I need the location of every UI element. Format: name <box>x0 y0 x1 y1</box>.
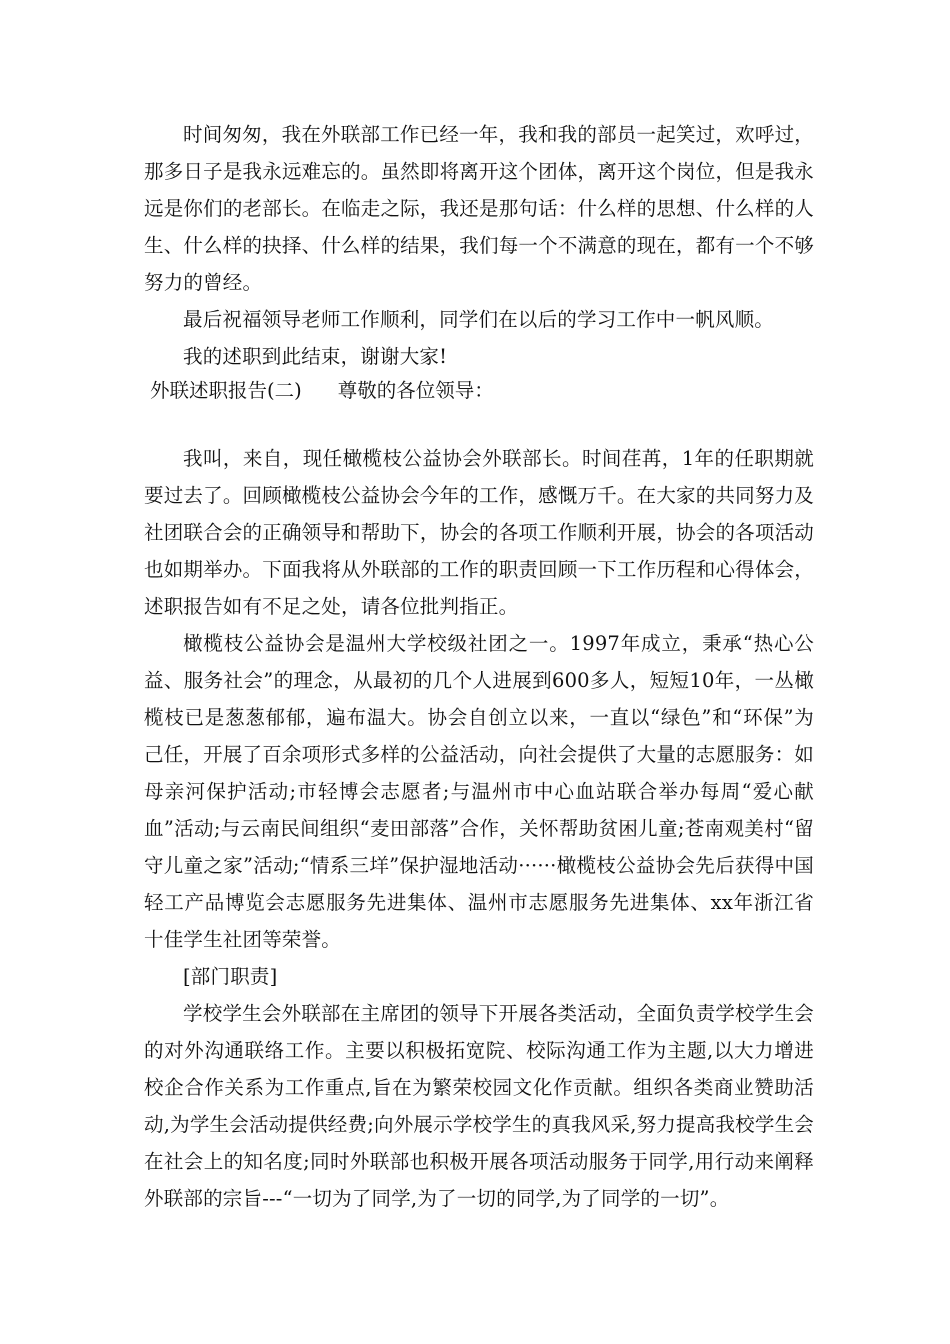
paragraph: 我叫，来自，现任橄榄枝公益协会外联部长。时间荏苒，1年的任职期就要过去了。回顾橄榄枝公益协会今年的工作，感慨万千。在大家的共同努力及社团联合会的正确领导和帮助下，协会的各项工作顺利开展，协会的各项活动也如期举办。下面我将从外联部的工作的职责回顾一下工作历程和心得体会，述职报告如有不足之处，请各位批判指正。 <box>144 447 814 618</box>
section-report <box>144 440 814 1217</box>
paragraph: 学校学生会外联部在主席团的领导下开展各类活动，全面负责学校学生会的对外沟通联络工作。主要以积极拓宽院、校际沟通工作为主题,以大力增进校企合作关系为工作重点,旨在为繁荣校园文化作贡献。组织各类商业赞助活动,为学生会活动提供经费;向外展示学校学生的真我风采,努力提高我校学生会在社会上的知名度;同时外联部也积极开展各项活动服务于同学,用行动来阐释外联部的宗旨---“一切为了同学,为了一切的同学,为了同学的一切”。 <box>144 1002 814 1210</box>
section-label: [部门职责] <box>183 965 278 988</box>
paragraph: 我的述职到此结束，谢谢大家! <box>183 345 448 368</box>
section-closing <box>144 116 814 375</box>
report-heading <box>150 372 494 409</box>
paragraph: 最后祝福领导老师工作顺利，同学们在以后的学习工作中一帆风顺。 <box>183 308 775 331</box>
paragraph: 橄榄枝公益协会是温州大学校级社团之一。1997年成立，秉承“热心公益、服务社会”的理念，从最初的几个人进展到600多人，短短10年，一丛橄榄枝已是葱葱郁郁，遍布温大。协会自创立以来，一直以“绿色”和“环保”为己任，开展了百余项形式多样的公益活动，向社会提供了大量的志愿服务：如母亲河保护活动;市轻博会志愿者;与温州市中心血站联合举办每周“爱心献血”活动;与云南民间组织“麦田部落”合作，关怀帮助贫困儿童;苍南观美村“留守儿童之家”活动;“情系三垟”保护湿地活动······橄榄枝公益协会先后获得中国轻工产品博览会志愿服务先进集体、温州市志愿服务先进集体、xx年浙江省十佳学生社团等荣誉。 <box>144 632 814 951</box>
report-title: 外联述职报告(二) <box>150 379 302 402</box>
paragraph: 时间匆匆，我在外联部工作已经一年，我和我的部员一起笑过，欢呼过，那多日子是我永远难忘的。虽然即将离开这个团体，离开这个岗位，但是我永远是你们的老部长。在临走之际，我还是那句话：什么样的思想、什么样的人生、什么样的抉择、什么样的结果，我们每一个不满意的现在，都有一个不够努力的曾经。 <box>144 123 814 294</box>
salutation: 尊敬的各位领导： <box>337 379 494 402</box>
